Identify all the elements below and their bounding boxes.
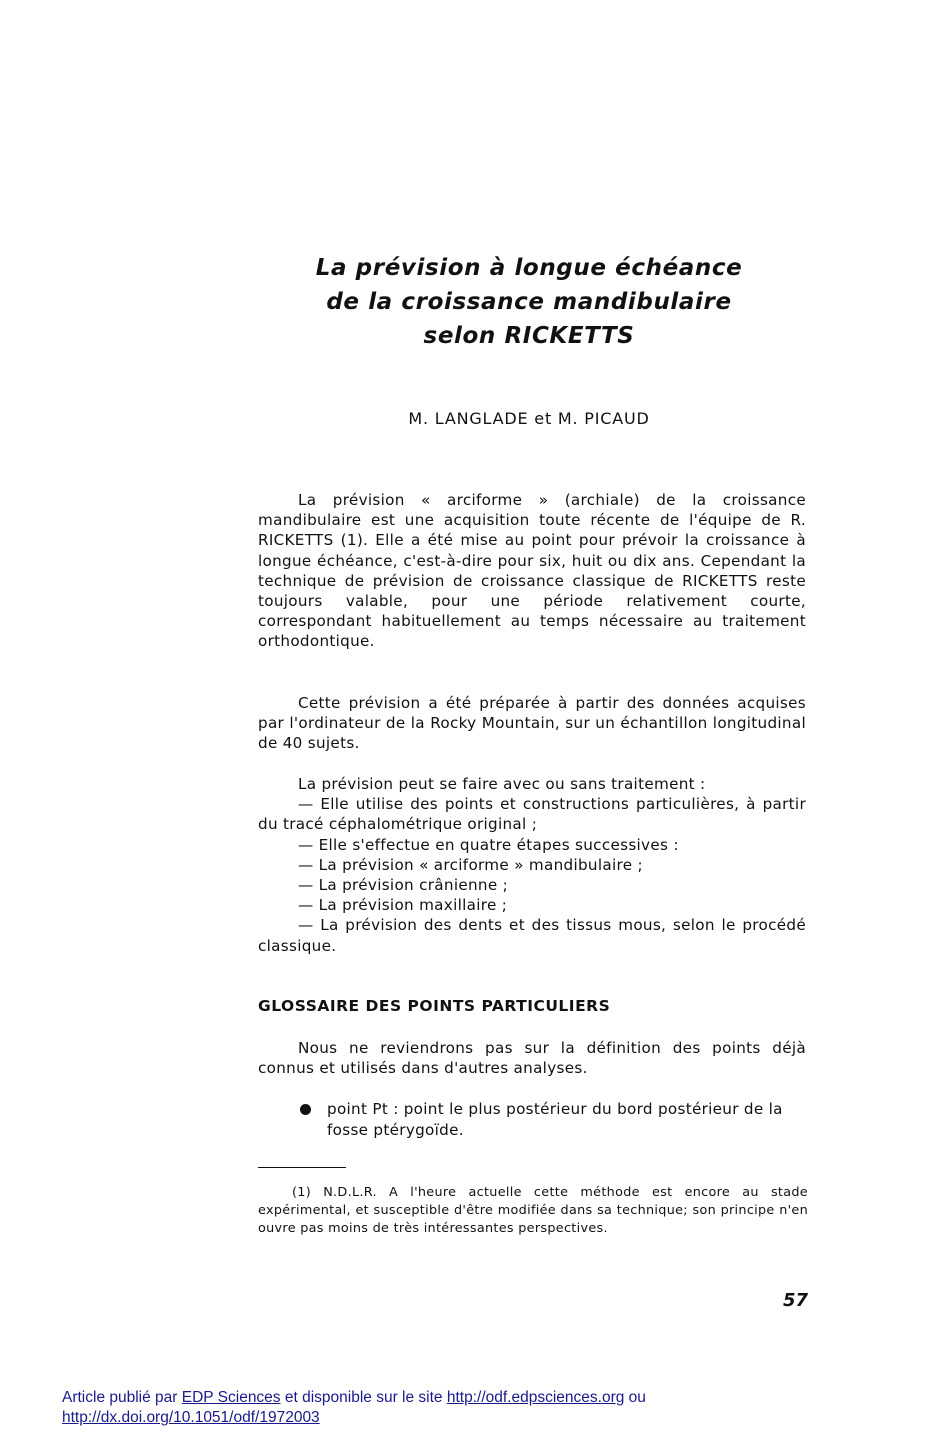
footnote	[258, 1184, 808, 1238]
publisher-line-1	[62, 1388, 646, 1408]
publisher-prefix: Article publié par	[62, 1389, 182, 1406]
publisher-suffix: ou	[624, 1389, 646, 1406]
paragraph-3	[258, 774, 806, 956]
paragraph-4-text: Nous ne reviendrons pas sur la définition des points déjà connus et utilisés dans d'autres analyses.	[258, 1039, 806, 1078]
paragraph-4	[258, 1038, 806, 1078]
publisher-middle: et disponible sur le site	[280, 1389, 447, 1406]
publisher-line-2	[62, 1408, 646, 1428]
list-item: — La prévision maxillaire ;	[298, 896, 508, 915]
title-line-1: La prévision à longue échéance	[315, 255, 743, 281]
article-title	[258, 251, 800, 353]
footnote-text: (1) N.D.L.R. A l'heure actuelle cette méthode est encore au stade expérimental, et susceptible d'être modifiée dans sa technique; son principe n'en ouvre pas moins de très intéressantes perspectives.	[258, 1185, 808, 1236]
list-item: — La prévision des dents et des tissus mous, selon le procédé classique.	[258, 916, 806, 955]
page-number: 57	[782, 1290, 808, 1311]
title-line-2: de la croissance mandibulaire	[326, 289, 732, 315]
paragraph-2	[258, 693, 806, 754]
bullet-item	[300, 1099, 808, 1141]
section-heading: GLOSSAIRE DES POINTS PARTICULIERS	[258, 997, 611, 1015]
paragraph-1	[258, 490, 806, 652]
title-line-3: selon RICKETTS	[423, 323, 635, 349]
site-link[interactable]: http://odf.edpsciences.org	[446, 1389, 625, 1406]
list-item: — La prévision crânienne ;	[298, 876, 509, 895]
bullet-dot-icon	[300, 1104, 311, 1115]
list-item: — La prévision « arciforme » mandibulaire ;	[298, 855, 643, 874]
paragraph-3-lead: La prévision peut se faire avec ou sans traitement :	[298, 775, 706, 793]
paragraph-2-text: Cette prévision a été préparée à partir des données acquises par l'ordinateur de la Rocky Mountain, sur un échantillon longitudinal de 40 sujets.	[258, 694, 806, 753]
footnote-divider	[258, 1167, 346, 1168]
publisher-line	[62, 1388, 646, 1428]
list-item: — Elle s'effectue en quatre étapes successives :	[298, 835, 679, 854]
publisher-link[interactable]: EDP Sciences	[181, 1389, 281, 1406]
list-item: — Elle utilise des points et constructions particulières, à partir du tracé céphalométrique original ;	[258, 795, 806, 834]
doi-link[interactable]: http://dx.doi.org/10.1051/odf/1972003	[62, 1409, 320, 1426]
paragraph-1-text: La prévision « arciforme » (archiale) de la croissance mandibulaire est une acquisition toute récente de l'équipe de R. RICKETTS (1). Elle a été mise au point pour prévoir la croissance à longue échéance, c'est-à-dire pour six, huit ou dix ans. Cependant la technique de prévision de croissance classique de RICKETTS reste toujours valable, pour une période relativement courte, correspondant habituellement au temps nécessaire au traitement orthodontique.	[258, 491, 806, 651]
authors: M. LANGLADE et M. PICAUD	[408, 409, 650, 428]
bullet-text: point Pt : point le plus postérieur du bord postérieur de la fosse ptérygoïde.	[327, 1100, 783, 1139]
